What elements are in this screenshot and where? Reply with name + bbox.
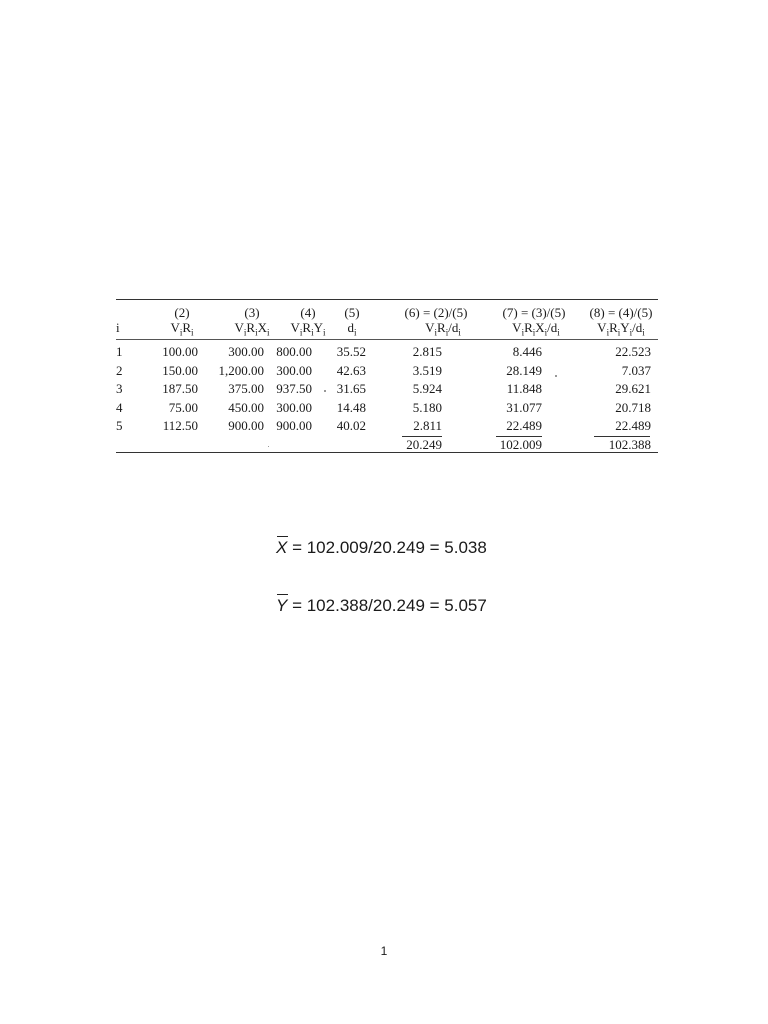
- table-cell-c3: 300.00: [228, 344, 264, 359]
- table-cell-i: 1: [116, 344, 123, 359]
- table-cell-c2: 187.50: [162, 381, 198, 396]
- table-cell-c7: 22.489: [506, 418, 542, 433]
- table-cell-c6: 5.180: [412, 399, 442, 415]
- table-cell-c6: 5.924: [412, 381, 442, 396]
- table-cell-c6: 2.811: [413, 418, 442, 433]
- header-index: i: [116, 320, 120, 335]
- table-cell-c2: 100.00: [162, 344, 198, 359]
- table-bottom-rule: [116, 452, 658, 453]
- x-bar-symbol: X: [276, 538, 288, 557]
- table-cell-c5: 40.02: [336, 418, 366, 433]
- table-top-rule: [116, 299, 658, 300]
- table-cell-c7: 11.848: [506, 381, 542, 396]
- table-cell-c5: 42.63: [336, 362, 366, 378]
- header-col5-number: (5): [344, 305, 360, 320]
- header-col6-symbol: $V_iR_i/d_i$: [425, 320, 461, 338]
- table-cell-i: 2: [116, 362, 123, 378]
- scan-speck: [555, 375, 557, 377]
- page-number: 1: [380, 944, 388, 958]
- header-col7-formula: (7) = (3)/(5): [502, 305, 566, 320]
- table-cell-c6: 3.519: [412, 362, 442, 378]
- scan-speck: [324, 390, 326, 392]
- table-cell-i: 4: [116, 399, 123, 415]
- table-cell-c4: 937.50: [276, 381, 312, 396]
- table-cell-c2: 75.00: [168, 399, 198, 415]
- table-cell-c8: 20.718: [615, 399, 651, 415]
- table-cell-c3: 375.00: [228, 381, 264, 396]
- table-cell-c3: 900.00: [228, 418, 264, 433]
- table-cell-c4: 300.00: [276, 362, 312, 378]
- table-cell-c3: 1,200.00: [218, 362, 264, 378]
- header-col6-formula: (6) = (2)/(5): [404, 305, 468, 320]
- header-col2-number: (2): [174, 305, 190, 320]
- table-cell-c7: 28.149: [506, 362, 542, 378]
- table-cell-i: 3: [116, 381, 123, 396]
- total-col7: 102.009: [499, 437, 542, 452]
- header-col8-formula: (8) = (4)/(5): [589, 305, 653, 320]
- header-col3-number: (3): [244, 305, 260, 320]
- table-cell-i: 5: [116, 418, 123, 433]
- equation-x-rhs: = 102.009/20.249 = 5.038: [292, 538, 487, 557]
- header-col4-symbol: $V_iR_iY_i$: [290, 320, 326, 338]
- table-cell-c8: 22.523: [615, 344, 651, 359]
- scan-speck: [268, 446, 269, 447]
- equation-y-mean: [276, 596, 487, 616]
- table-cell-c7: 31.077: [506, 399, 542, 415]
- table-cell-c4: 800.00: [276, 344, 312, 359]
- table-cell-c5: 31.65: [336, 381, 366, 396]
- equation-x-mean: [276, 538, 487, 558]
- table-cell-c8: 22.489: [615, 418, 651, 433]
- table-header-rule: [116, 339, 658, 340]
- table-cell-c7: 8.446: [512, 344, 542, 359]
- header-col2-symbol: $V_iR_i$: [170, 320, 194, 338]
- table-cell-c6: 2.815: [412, 344, 442, 359]
- y-bar-symbol: Y: [276, 596, 288, 615]
- table-cell-c5: 35.52: [336, 344, 366, 359]
- table-cell-c8: 7.037: [621, 362, 651, 378]
- header-col7-symbol: $V_iR_iX_i/d_i$: [512, 320, 560, 338]
- header-col8-symbol: $V_iR_iY_i/d_i$: [597, 320, 645, 338]
- table-cell-c4: 300.00: [276, 399, 312, 415]
- total-col6: 20.249: [406, 437, 442, 452]
- table-cell-c4: 900.00: [276, 418, 312, 433]
- header-col5-symbol: $d_i$: [347, 320, 357, 338]
- header-col4-number: (4): [300, 305, 316, 320]
- equation-y-rhs: = 102.388/20.249 = 5.057: [292, 596, 487, 615]
- table-cell-c2: 112.50: [162, 418, 198, 433]
- table-cell-c8: 29.621: [615, 381, 651, 396]
- table-cell-c5: 14.48: [336, 399, 366, 415]
- total-col8: 102.388: [608, 437, 651, 452]
- table-cell-c2: 150.00: [162, 362, 198, 378]
- table-cell-c3: 450.00: [228, 399, 264, 415]
- header-col3-symbol: $V_iR_iX_i$: [234, 320, 270, 338]
